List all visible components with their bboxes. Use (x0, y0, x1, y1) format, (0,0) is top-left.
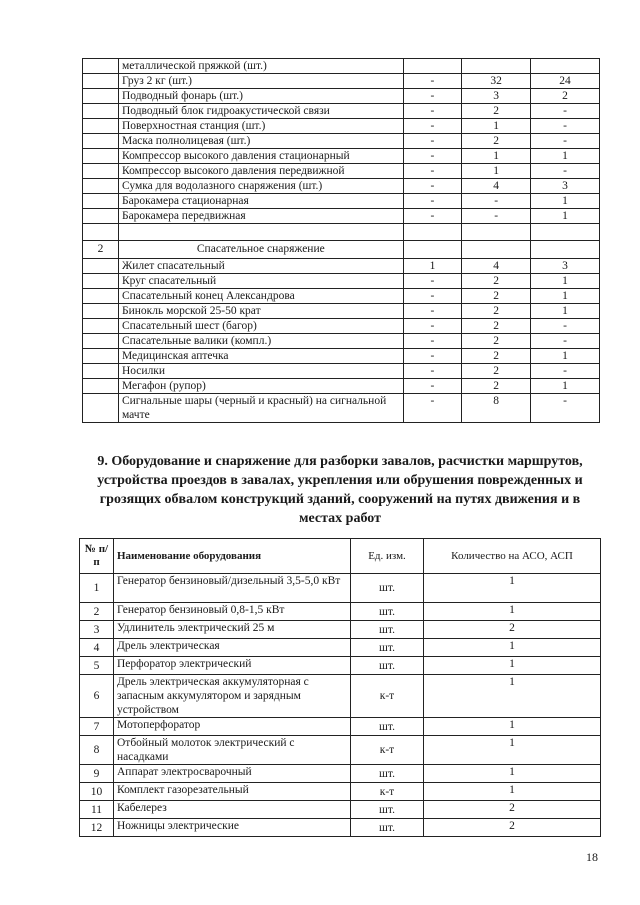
table-row (80, 783, 601, 801)
cell-u (403, 224, 462, 241)
cell-b: 1 (531, 379, 600, 394)
cell-b: 1 (531, 194, 600, 209)
table-row (80, 718, 601, 736)
table-row (80, 621, 601, 639)
cell-num: 7 (80, 718, 114, 736)
cell-a: 2 (462, 289, 531, 304)
table-row (83, 74, 600, 89)
cell-num (83, 104, 119, 119)
cell-b: - (531, 134, 600, 149)
table-row (80, 657, 601, 675)
cell-u: 1 (403, 259, 462, 274)
cell-name: Ножницы электрические (114, 819, 351, 837)
table-row (83, 149, 600, 164)
cell-unit: шт. (351, 639, 424, 657)
cell-unit: шт. (351, 657, 424, 675)
table-row (80, 574, 601, 603)
cell-name: Кабелерез (114, 801, 351, 819)
table-row (83, 364, 600, 379)
cell-b: - (531, 164, 600, 179)
cell-num (83, 164, 119, 179)
cell-a: 1 (462, 149, 531, 164)
cell-num: 9 (80, 765, 114, 783)
cell-a: 8 (462, 394, 531, 423)
cell-name: Перфоратор электрический (114, 657, 351, 675)
table-row (83, 134, 600, 149)
cell-num: 3 (80, 621, 114, 639)
cell-num (83, 209, 119, 224)
cell-a: - (462, 194, 531, 209)
table-row (80, 801, 601, 819)
cell-name: Груз 2 кг (шт.) (118, 74, 403, 89)
cell-qty: 1 (424, 603, 601, 621)
cell-b (531, 59, 600, 74)
cell-unit: шт. (351, 801, 424, 819)
table-row (83, 394, 600, 423)
cell-num (83, 194, 119, 209)
cell-unit: шт. (351, 765, 424, 783)
section-9-heading: 9. Оборудование и снаряжение для разборки завалов, расчистки маршрутов, устройства проездов в завалах, укрепления или обрушения поврежденных и грозящих обвалом конструкций зданий, сооружений на путях движения и в местах работ (97, 454, 583, 526)
cell-name: Дрель электрическая (114, 639, 351, 657)
cell-u: - (403, 319, 462, 334)
cell-b: 3 (531, 179, 600, 194)
cell-u: - (403, 134, 462, 149)
cell-u: - (403, 179, 462, 194)
cell-name: Бинокль морской 25-50 крат (118, 304, 403, 319)
cell-qty: 2 (424, 819, 601, 837)
cell-u: - (403, 149, 462, 164)
cell-a (462, 241, 531, 259)
cell-qty: 1 (424, 639, 601, 657)
cell-qty: 1 (424, 675, 601, 718)
cell-a: 2 (462, 304, 531, 319)
cell-u: - (403, 349, 462, 364)
cell-name: Подводный блок гидроакустической связи (118, 104, 403, 119)
table-row (83, 304, 600, 319)
cell-num (83, 319, 119, 334)
cell-a: 4 (462, 179, 531, 194)
table-row (83, 179, 600, 194)
cell-unit: шт. (351, 621, 424, 639)
table-row (83, 349, 600, 364)
table-row (83, 164, 600, 179)
cell-qty: 2 (424, 801, 601, 819)
cell-u: - (403, 89, 462, 104)
cell-u: - (403, 74, 462, 89)
cell-name: Удлинитель электрический 25 м (114, 621, 351, 639)
cell-name: Маска полнолицевая (шт.) (118, 134, 403, 149)
cell-name: Спасательный шест (багор) (118, 319, 403, 334)
cell-num (83, 134, 119, 149)
cell-name (118, 224, 403, 241)
table-row (83, 259, 600, 274)
table-row (83, 274, 600, 289)
cell-name: Поверхностная станция (шт.) (118, 119, 403, 134)
cell-name: Генератор бензиновый 0,8-1,5 кВт (114, 603, 351, 621)
cell-u: - (403, 164, 462, 179)
cell-num (83, 334, 119, 349)
cell-name: Генератор бензиновый/дизельный 3,5-5,0 кВт (114, 574, 351, 603)
cell-num: 11 (80, 801, 114, 819)
cell-name: Комплект газорезательный (114, 783, 351, 801)
table-header-row (80, 539, 601, 574)
cell-qty: 1 (424, 574, 601, 603)
cell-a: 2 (462, 349, 531, 364)
cell-num (83, 349, 119, 364)
cell-u: - (403, 304, 462, 319)
cell-name: Круг спасательный (118, 274, 403, 289)
cell-u: - (403, 194, 462, 209)
cell-num: 2 (83, 241, 119, 259)
cell-name: Мотоперфоратор (114, 718, 351, 736)
table-row (80, 765, 601, 783)
cell-unit: шт. (351, 574, 424, 603)
cell-u (403, 241, 462, 259)
cell-num: 12 (80, 819, 114, 837)
cell-a: 4 (462, 259, 531, 274)
cell-a: 32 (462, 74, 531, 89)
cell-qty: 1 (424, 657, 601, 675)
cell-num (83, 149, 119, 164)
cell-name: Медицинская аптечка (118, 349, 403, 364)
cell-num (83, 59, 119, 74)
cell-b: 2 (531, 89, 600, 104)
cell-b: 1 (531, 274, 600, 289)
cell-a: - (462, 209, 531, 224)
cell-b: - (531, 119, 600, 134)
cell-a: 3 (462, 89, 531, 104)
cell-b: 1 (531, 149, 600, 164)
cell-name: Жилет спасательный (118, 259, 403, 274)
table-row (80, 819, 601, 837)
cell-num: 2 (80, 603, 114, 621)
cell-a: 2 (462, 334, 531, 349)
cell-num (83, 304, 119, 319)
table-row (83, 194, 600, 209)
cell-name: Сумка для водолазного снаряжения (шт.) (118, 179, 403, 194)
header-num: № п/п (80, 539, 114, 574)
cell-a: 2 (462, 274, 531, 289)
table-row (83, 379, 600, 394)
cell-name: Мегафон (рупор) (118, 379, 403, 394)
cell-num (83, 89, 119, 104)
cell-name: Носилки (118, 364, 403, 379)
cell-a: 2 (462, 364, 531, 379)
cell-u: - (403, 119, 462, 134)
cell-num: 5 (80, 657, 114, 675)
cell-u: - (403, 104, 462, 119)
cell-num (83, 379, 119, 394)
cell-name: Компрессор высокого давления стационарный (118, 149, 403, 164)
cell-name: Барокамера передвижная (118, 209, 403, 224)
cell-unit: к-т (351, 783, 424, 801)
cell-b: 3 (531, 259, 600, 274)
table-row (83, 104, 600, 119)
cell-u: - (403, 394, 462, 423)
header-name: Наименование оборудования (114, 539, 351, 574)
cell-a: 2 (462, 104, 531, 119)
table-row (83, 59, 600, 74)
cell-num (83, 179, 119, 194)
cell-a: 2 (462, 379, 531, 394)
cell-num (83, 119, 119, 134)
cell-u: - (403, 379, 462, 394)
demolition-equipment-table (79, 538, 601, 837)
cell-b: 1 (531, 349, 600, 364)
table-row (80, 675, 601, 718)
cell-a: 1 (462, 119, 531, 134)
cell-num (83, 224, 119, 241)
cell-name: Отбойный молоток электрический с насадками (114, 736, 351, 765)
cell-name: Спасательные валики (компл.) (118, 334, 403, 349)
cell-num (83, 289, 119, 304)
cell-qty: 1 (424, 783, 601, 801)
cell-num (83, 259, 119, 274)
cell-qty: 1 (424, 736, 601, 765)
cell-b: - (531, 104, 600, 119)
page-number: 18 (586, 850, 598, 864)
table-row (80, 639, 601, 657)
cell-a: 2 (462, 319, 531, 334)
cell-b: 1 (531, 289, 600, 304)
table-row (83, 119, 600, 134)
cell-b: - (531, 319, 600, 334)
table-row (83, 334, 600, 349)
cell-name: Спасательный конец Александрова (118, 289, 403, 304)
cell-num: 1 (80, 574, 114, 603)
cell-b: - (531, 394, 600, 423)
cell-name: Сигнальные шары (черный и красный) на сигнальной мачте (118, 394, 403, 423)
cell-name: Спасательное снаряжение (118, 241, 403, 259)
cell-num: 4 (80, 639, 114, 657)
cell-unit: шт. (351, 718, 424, 736)
cell-qty: 2 (424, 621, 601, 639)
cell-unit: шт. (351, 819, 424, 837)
cell-num: 8 (80, 736, 114, 765)
cell-name: Компрессор высокого давления передвижной (118, 164, 403, 179)
cell-b: 1 (531, 304, 600, 319)
cell-b (531, 224, 600, 241)
cell-name: Аппарат электросварочный (114, 765, 351, 783)
cell-b (531, 241, 600, 259)
table-row (83, 241, 600, 259)
cell-u (403, 59, 462, 74)
cell-num (83, 394, 119, 423)
cell-unit: шт. (351, 603, 424, 621)
table-row (83, 289, 600, 304)
header-qty: Количество на АСО, АСП (424, 539, 601, 574)
cell-name: Барокамера стационарная (118, 194, 403, 209)
cell-u: - (403, 274, 462, 289)
cell-num (83, 364, 119, 379)
cell-qty: 1 (424, 765, 601, 783)
cell-num (83, 74, 119, 89)
cell-u: - (403, 364, 462, 379)
cell-b: - (531, 334, 600, 349)
cell-num: 6 (80, 675, 114, 718)
table-row (83, 224, 600, 241)
cell-qty: 1 (424, 718, 601, 736)
cell-u: - (403, 209, 462, 224)
cell-a: 2 (462, 134, 531, 149)
table-row (83, 319, 600, 334)
divers-equipment-table (82, 58, 600, 423)
cell-name: Дрель электрическая аккумуляторная с запасным аккумулятором и зарядным устройством (114, 675, 351, 718)
table-row (80, 603, 601, 621)
cell-num: 10 (80, 783, 114, 801)
cell-b: - (531, 364, 600, 379)
table-row (83, 209, 600, 224)
cell-a: 1 (462, 164, 531, 179)
cell-a (462, 59, 531, 74)
cell-u: - (403, 334, 462, 349)
cell-u: - (403, 289, 462, 304)
cell-name: Подводный фонарь (шт.) (118, 89, 403, 104)
header-unit: Ед. изм. (351, 539, 424, 574)
table-row (80, 736, 601, 765)
table-row (83, 89, 600, 104)
cell-b: 24 (531, 74, 600, 89)
cell-unit: к-т (351, 736, 424, 765)
cell-a (462, 224, 531, 241)
cell-b: 1 (531, 209, 600, 224)
cell-num (83, 274, 119, 289)
cell-name: металлической пряжкой (шт.) (118, 59, 403, 74)
cell-unit: к-т (351, 675, 424, 718)
